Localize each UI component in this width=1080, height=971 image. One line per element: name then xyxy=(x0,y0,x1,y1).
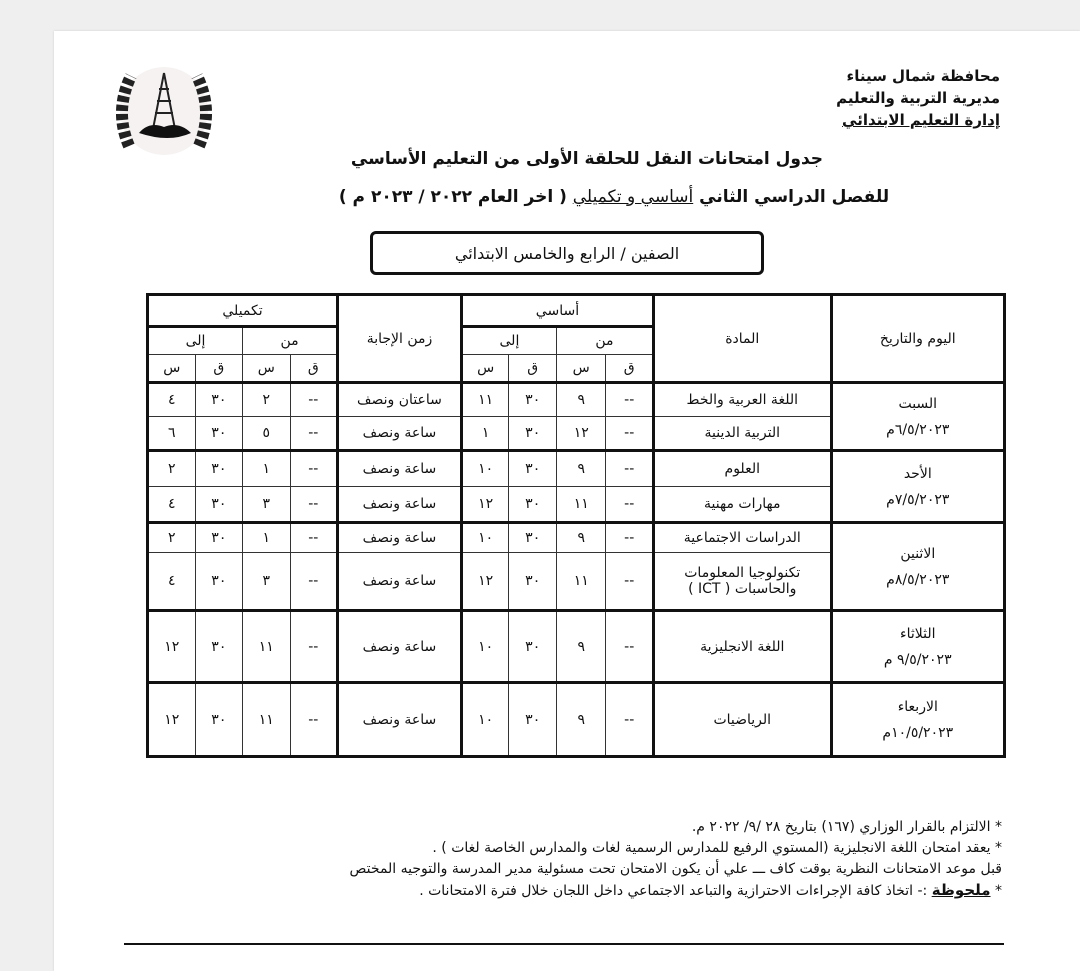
basic-from-minute: -- xyxy=(606,611,653,683)
header-supplementary: تكميلي xyxy=(148,295,338,327)
basic-from-minute: -- xyxy=(606,487,653,523)
basic-to-hour: ١٠ xyxy=(461,611,509,683)
supp-to-minute: ٣٠ xyxy=(195,451,242,487)
header-basic: أساسي xyxy=(461,295,653,327)
date: ٩/٥/٢٠٢٣ م xyxy=(883,651,952,668)
basic-to-hour: ١٠ xyxy=(461,523,509,553)
basic-to-hour: ١٠ xyxy=(461,683,509,757)
supp-to-hour: ٢ xyxy=(148,451,196,487)
supp-to-minute: ٣٠ xyxy=(195,683,242,757)
table-row xyxy=(148,523,1005,553)
subject: اللغة الانجليزية xyxy=(653,611,831,683)
duration: ساعة ونصف xyxy=(338,451,462,487)
supp-from-minute: -- xyxy=(290,553,337,611)
supp-to-hour: ١٢ xyxy=(148,683,196,757)
header-basic-from: من xyxy=(556,327,653,355)
duration: ساعة ونصف xyxy=(338,553,462,611)
grades-box: الصفين / الرابع والخامس الابتدائي xyxy=(370,231,764,275)
supp-from-hour: ٢ xyxy=(243,383,290,417)
supp-from-minute: -- xyxy=(290,683,337,757)
header-hour: س xyxy=(461,355,509,383)
date: ٧/٥/٢٠٢٣م xyxy=(886,491,950,508)
duration: ساعة ونصف xyxy=(338,523,462,553)
duration: ساعة ونصف xyxy=(338,417,462,451)
subject: اللغة العربية والخط xyxy=(653,383,831,417)
basic-from-minute: -- xyxy=(606,383,653,417)
basic-from-minute: -- xyxy=(606,451,653,487)
subject: تكنولوجيا المعلومات والحاسبات ( ICT ) xyxy=(653,553,831,611)
basic-to-hour: ١٢ xyxy=(461,487,509,523)
supp-to-minute: ٣٠ xyxy=(195,553,242,611)
basic-from-hour: ٩ xyxy=(556,383,606,417)
day-name: الأحد xyxy=(903,465,932,482)
date: ٨/٥/٢٠٢٣م xyxy=(886,571,950,588)
note-precautions: * ملحوظة :- اتخاذ كافة الإجراءات الاحترازية والتباعد الاجتماعي داخل اللجان خلال فترة الامتحانات . xyxy=(419,881,1002,899)
basic-to-minute: ٣٠ xyxy=(509,417,556,451)
date: ١٠/٥/٢٠٢٣م xyxy=(882,724,954,741)
basic-from-minute: -- xyxy=(606,553,653,611)
duration: ساعة ونصف xyxy=(338,683,462,757)
subject: التربية الدينية xyxy=(653,417,831,451)
bottom-divider xyxy=(124,943,1004,945)
basic-to-hour: ١١ xyxy=(461,383,509,417)
header-minute: ق xyxy=(509,355,556,383)
supp-from-hour: ١ xyxy=(243,451,290,487)
basic-from-minute: -- xyxy=(606,523,653,553)
issuer-header xyxy=(836,65,1000,131)
day-name: الاثنين xyxy=(900,545,936,562)
notes-section xyxy=(102,817,1002,902)
day-name: الاربعاء xyxy=(897,698,938,715)
supp-to-hour: ٤ xyxy=(148,487,196,523)
document-page xyxy=(54,31,1080,971)
subject: الدراسات الاجتماعية xyxy=(653,523,831,553)
basic-to-minute: ٣٠ xyxy=(509,383,556,417)
basic-from-hour: ٩ xyxy=(556,683,606,757)
day-date-cell xyxy=(831,611,1004,683)
note-english-exam: * يعقد امتحان اللغة الانجليزية (المستوي الرفيع للمدارس الرسمية لغات والمدارس الخاصة لغات ) . xyxy=(432,840,1002,856)
administration-line: إدارة التعليم الابتدائي xyxy=(842,111,1000,129)
day-date-cell xyxy=(831,523,1004,611)
supp-to-minute: ٣٠ xyxy=(195,417,242,451)
duration: ساعتان ونصف xyxy=(338,383,462,417)
header-subject: المادة xyxy=(653,295,831,383)
basic-from-minute: -- xyxy=(606,683,653,757)
basic-from-hour: ٩ xyxy=(556,611,606,683)
day-date-cell xyxy=(831,683,1004,757)
basic-from-minute: -- xyxy=(606,417,653,451)
duration: ساعة ونصف xyxy=(338,487,462,523)
basic-from-hour: ١٢ xyxy=(556,417,606,451)
day-date-cell xyxy=(831,451,1004,523)
header-minute: ق xyxy=(606,355,653,383)
day-date-cell xyxy=(831,383,1004,451)
basic-to-hour: ١٠ xyxy=(461,451,509,487)
subject: الرياضيات xyxy=(653,683,831,757)
supp-from-hour: ١ xyxy=(243,523,290,553)
header-hour: س xyxy=(148,355,196,383)
subtitle-exam-types: أساسي و تكميلي xyxy=(572,187,694,207)
header-basic-to: إلى xyxy=(461,327,556,355)
exam-schedule-table xyxy=(146,293,1006,758)
directorate-line: مديرية التربية والتعليم xyxy=(836,89,1000,107)
basic-to-minute: ٣٠ xyxy=(509,523,556,553)
basic-to-minute: ٣٠ xyxy=(509,451,556,487)
supp-from-hour: ٣ xyxy=(243,553,290,611)
basic-to-minute: ٣٠ xyxy=(509,683,556,757)
supp-from-minute: -- xyxy=(290,523,337,553)
supp-to-minute: ٣٠ xyxy=(195,523,242,553)
header-day-date: اليوم والتاريخ xyxy=(831,295,1004,383)
supp-from-minute: -- xyxy=(290,487,337,523)
supp-to-hour: ٤ xyxy=(148,553,196,611)
header-minute: ق xyxy=(195,355,242,383)
table-row xyxy=(148,383,1005,417)
basic-to-minute: ٣٠ xyxy=(509,553,556,611)
supp-from-hour: ١١ xyxy=(243,611,290,683)
header-hour: س xyxy=(243,355,290,383)
supp-from-minute: -- xyxy=(290,383,337,417)
table-row xyxy=(148,683,1005,757)
supp-to-minute: ٣٠ xyxy=(195,611,242,683)
header-supp-to: إلى xyxy=(148,327,243,355)
subtitle-year: ( اخر العام ٢٠٢٢ / ٢٠٢٣ م ) xyxy=(338,187,567,207)
date: ٦/٥/٢٠٢٣م xyxy=(886,421,950,438)
supp-from-minute: -- xyxy=(290,611,337,683)
supp-from-minute: -- xyxy=(290,417,337,451)
supp-to-hour: ٦ xyxy=(148,417,196,451)
basic-from-hour: ٩ xyxy=(556,451,606,487)
document-subtitle xyxy=(244,187,984,207)
basic-to-minute: ٣٠ xyxy=(509,487,556,523)
supp-to-minute: ٣٠ xyxy=(195,383,242,417)
basic-from-hour: ١١ xyxy=(556,487,606,523)
basic-from-hour: ١١ xyxy=(556,553,606,611)
subtitle-prefix: للفصل الدراسي الثاني xyxy=(699,187,890,207)
supp-from-hour: ٥ xyxy=(243,417,290,451)
supp-to-minute: ٣٠ xyxy=(195,487,242,523)
supp-to-hour: ٤ xyxy=(148,383,196,417)
supp-to-hour: ٢ xyxy=(148,523,196,553)
duration: ساعة ونصف xyxy=(338,611,462,683)
governorate-line: محافظة شمال سيناء xyxy=(846,67,1000,85)
header-hour: س xyxy=(556,355,606,383)
table-row xyxy=(148,451,1005,487)
day-name: السبت xyxy=(898,395,938,412)
header-supp-from: من xyxy=(243,327,338,355)
document-title: جدول امتحانات النقل للحلقة الأولى من التعليم الأساسي xyxy=(350,149,824,169)
basic-to-minute: ٣٠ xyxy=(509,611,556,683)
header-minute: ق xyxy=(290,355,337,383)
note-text: :- اتخاذ كافة الإجراءات الاحترازية والتباعد الاجتماعي داخل اللجان خلال فترة الامتحانات . xyxy=(419,883,932,899)
header-duration: زمن الإجابة xyxy=(338,295,462,383)
subject: مهارات مهنية xyxy=(653,487,831,523)
supp-to-hour: ١٢ xyxy=(148,611,196,683)
basic-to-hour: ١ xyxy=(461,417,509,451)
note-ministerial-decree: * الالتزام بالقرار الوزاري (١٦٧) بتاريخ ٢٨ /٩/ ٢٠٢٢ م. xyxy=(691,819,1002,835)
note-label: ملحوظة xyxy=(931,881,991,899)
day-name: الثلاثاء xyxy=(900,625,936,642)
basic-from-hour: ٩ xyxy=(556,523,606,553)
supp-from-minute: -- xyxy=(290,451,337,487)
supp-from-hour: ٣ xyxy=(243,487,290,523)
basic-to-hour: ١٢ xyxy=(461,553,509,611)
table-row xyxy=(148,611,1005,683)
note-english-exam-cont: قبل موعد الامتحانات النظرية بوقت كاف ـــ علي أن يكون الامتحان تحت مسئولية مدير المدرسة والتوجيه المختص xyxy=(349,861,1002,877)
supp-from-hour: ١١ xyxy=(243,683,290,757)
subject: العلوم xyxy=(653,451,831,487)
